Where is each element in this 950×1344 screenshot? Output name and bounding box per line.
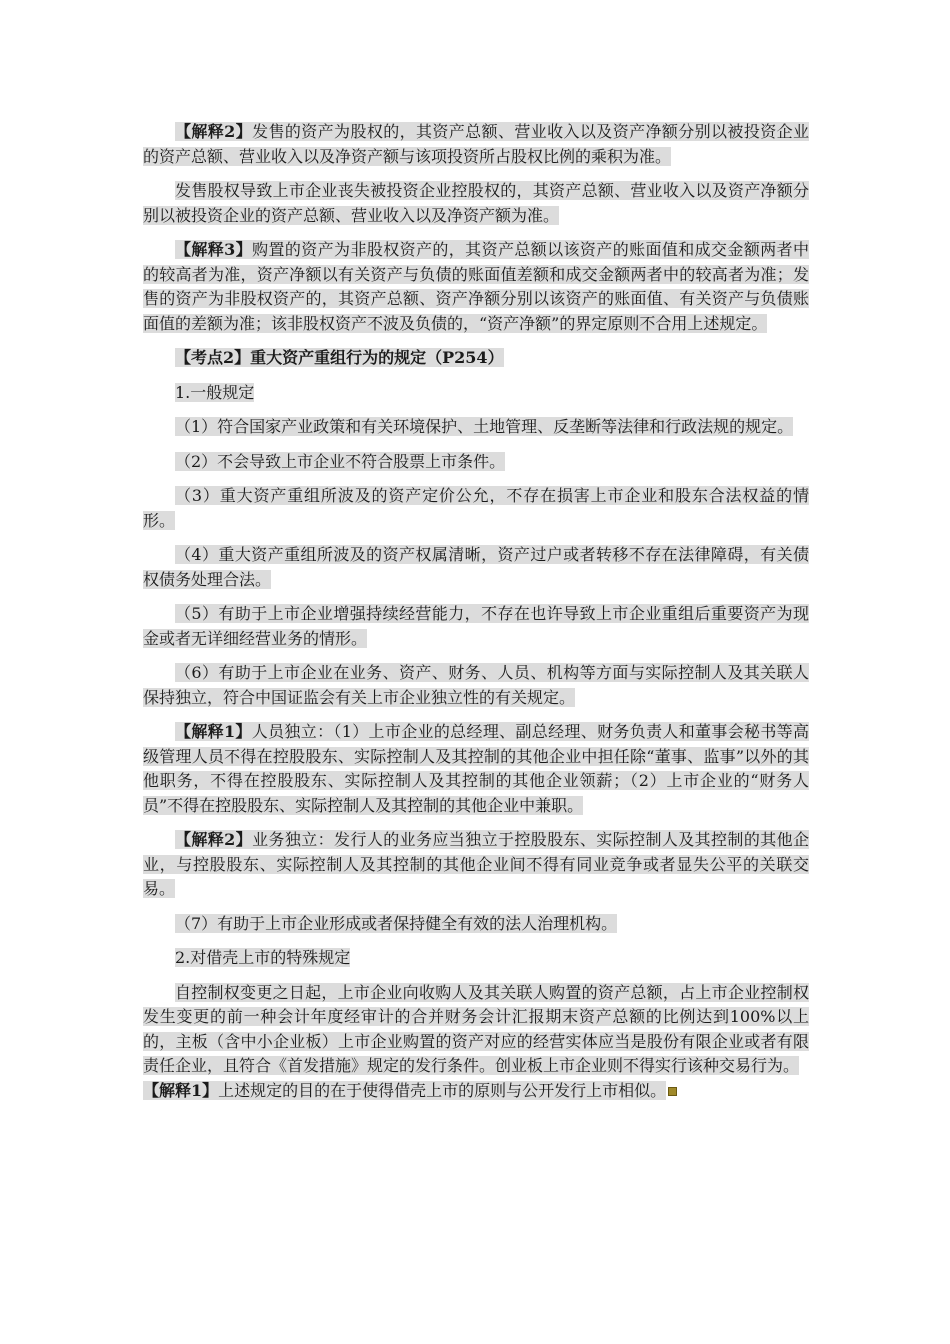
paragraph-text: （6）有助于上市企业在业务、资产、财务、人员、机构等方面与实际控制人及其关联人保持独立，符合中国证监会有关上市企业独立性的有关规定。	[143, 663, 809, 707]
paragraph-text: （7）有助于上市企业形成或者保持健全有效的法人治理机构。	[175, 913, 618, 933]
document-body	[143, 120, 809, 1103]
paragraph-text: 购置的资产为非股权资产的，其资产总额以该资产的账面值和成交金额两者中的较高者为准，资产净额以有关资产与负债的账面值差额和成交金额两者中的较高者为准；发售的资产为非股权资产的，其资产总额、资产净额分别以该资产的账面值、有关资产与负债账面值的差额为准；该非股权资产不波及负债的，“资产净额”的界定原则不合用上述规定。	[143, 240, 809, 333]
paragraph-explanation-2-business	[143, 828, 809, 902]
list-item-1	[143, 415, 809, 440]
subheading-general-rules	[143, 381, 809, 406]
paragraph-text: 业务独立：发行人的业务应当独立于控股股东、实际控制人及其控制的其他企业，与控股股东、实际控制人及其控制的其他企业间不得有同业竞争或者显失公平的关联交易。	[143, 830, 809, 898]
paragraph-text: 上述规定的目的在于使得借壳上市的原则与公开发行上市相似。	[218, 1080, 667, 1100]
paragraph-text: 发售的资产为股权的，其资产总额、营业收入以及资产净额分别以被投资企业的资产总额、营业收入以及净资产额与该项投资所占股权比例的乘积为准。	[143, 122, 809, 166]
paragraph-text: （5）有助于上市企业增强持续经营能力，不存在也许导致上市企业重组后重要资产为现金或者无详细经营业务的情形。	[143, 604, 809, 648]
list-item-7	[143, 912, 809, 937]
paragraph-text: 自控制权变更之日起，上市企业向收购人及其关联人购置的资产总额，占上市企业控制权发生变更的前一种会计年度经审计的合并财务会计汇报期末资产总额的比例达到100%以上的，主板（含中小企业板）上市企业购置的资产对应的经营实体应当是股份有限企业或者有限责任企业，且符合《首发措施》规定的发行条件。创业板上市企业则不得实行该种交易行为。	[143, 982, 809, 1075]
paragraph-text: （1）符合国家产业政策和有关环境保护、土地管理、反垄断等法律和行政法规的规定。	[175, 417, 794, 436]
heading-text: 【考点2】重大资产重组行为的规定（P254）	[175, 348, 504, 367]
paragraph-explanation-1-purpose	[143, 1079, 809, 1104]
paragraph-explanation-3-non-equity	[143, 238, 809, 336]
explanation-label: 【解释1】	[143, 1080, 219, 1100]
paragraph-text: 人员独立：（1）上市企业的总经理、副总经理、财务负责人和董事会秘书等高级管理人员不得在控股股东、实际控制人及其控制的其他企业中担任除“董事、监事”以外的其他职务，不得在控股股东、实际控制人及其控制的其他企业领薪；（2）上市企业的“财务人员”不得在控股股东、实际控制人及其控制的其他企业中兼职。	[143, 722, 809, 815]
list-item-4	[143, 543, 809, 592]
paragraph-text: （3）重大资产重组所波及的资产定价公允，不存在损害上市企业和股东合法权益的情形。	[143, 486, 809, 530]
paragraph-text: 发售股权导致上市企业丧失被投资企业控股权的，其资产总额、营业收入以及资产净额分别以被投资企业的资产总额、营业收入以及净资产额为准。	[143, 181, 809, 225]
paragraph-text: （4）重大资产重组所波及的资产权属清晰，资产过户或者转移不存在法律障碍，有关债权债务处理合法。	[143, 545, 809, 589]
explanation-label: 【解释2】	[175, 122, 253, 141]
list-item-5	[143, 602, 809, 651]
section-heading-point-2	[143, 346, 809, 371]
paragraph-explanation-2-sale-equity	[143, 120, 809, 169]
paragraph-text: （2）不会导致上市企业不符合股票上市条件。	[175, 451, 506, 471]
explanation-label: 【解释2】	[175, 830, 253, 849]
list-item-6	[143, 661, 809, 710]
paragraph-explanation-1-personnel	[143, 720, 809, 818]
paragraph-loss-of-control	[143, 179, 809, 228]
anchor-marker-icon	[668, 1087, 677, 1096]
list-item-3	[143, 484, 809, 533]
explanation-label: 【解释1】	[175, 722, 252, 741]
paragraph-text: 2.对借壳上市的特殊规定	[175, 948, 351, 967]
explanation-label: 【解释3】	[175, 240, 253, 259]
subheading-backdoor-listing	[143, 946, 809, 971]
list-item-2	[143, 450, 809, 475]
paragraph-text: 1.一般规定	[175, 382, 255, 402]
paragraph-backdoor-rules	[143, 981, 809, 1079]
